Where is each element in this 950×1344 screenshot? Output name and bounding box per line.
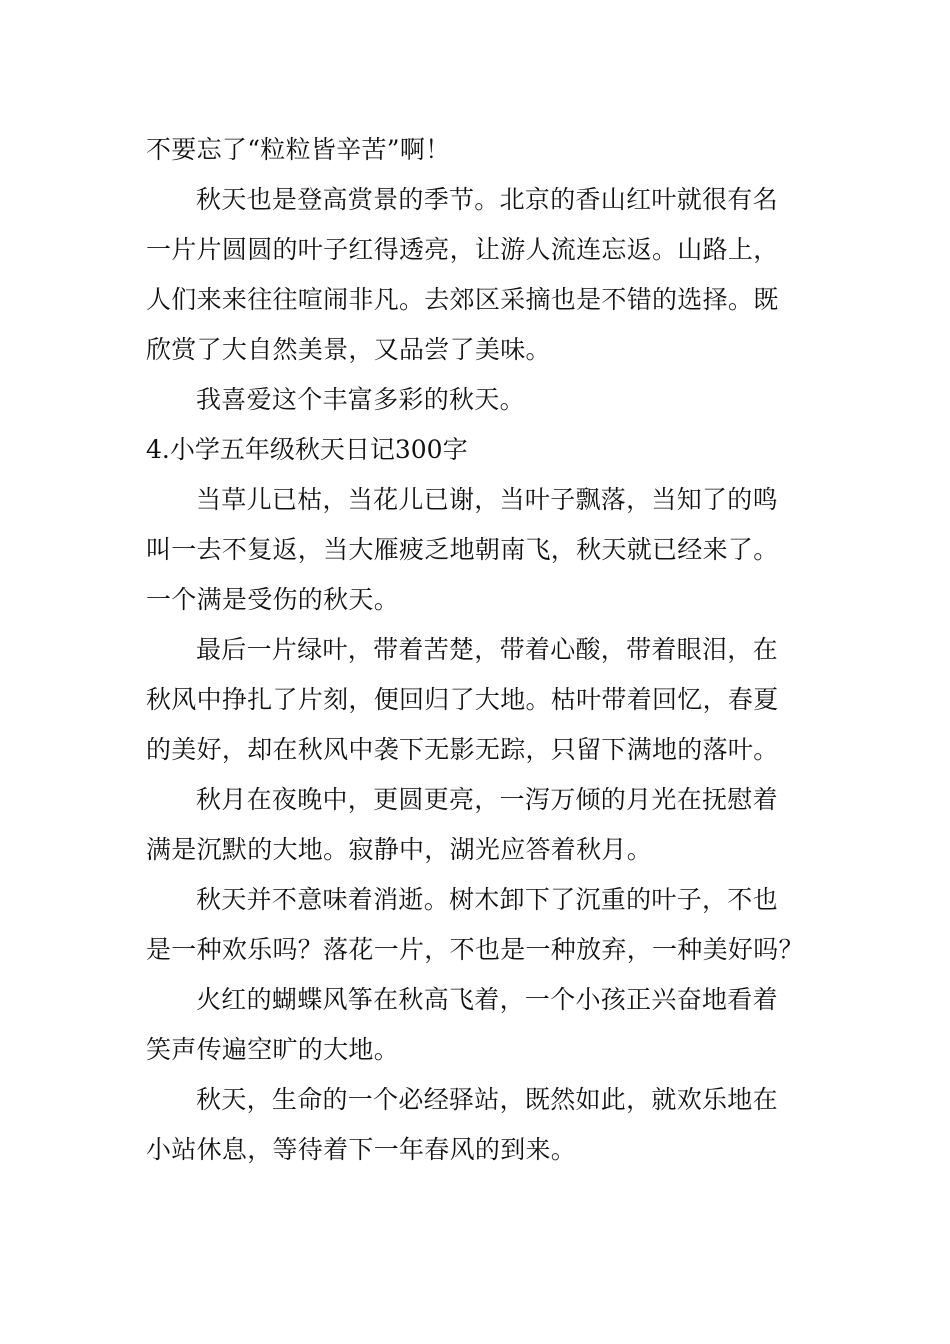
text-line-3: 一片片圆圆的叶子红得透亮，让游人流连忘返。山路上， bbox=[146, 235, 779, 264]
text-line-2: 秋天也是登高赏景的季节。北京的香山红叶就很有名 bbox=[196, 185, 778, 214]
text-line-19: 笑声传遍空旷的大地。 bbox=[146, 1035, 400, 1064]
text-line-17: 是一种欢乐吗？落花一片，不也是一种放弃，一种美好吗？ bbox=[146, 935, 804, 964]
text-line-20: 秋天，生命的一个必经驿站，既然如此，就欢乐地在 bbox=[196, 1085, 778, 1114]
text-line-18: 火红的蝴蝶风筝在秋高飞着，一个小孩正兴奋地看着 bbox=[196, 985, 778, 1014]
text-line-21: 小站休息，等待着下一年春风的到来。 bbox=[146, 1135, 577, 1164]
text-line-5: 欣赏了大自然美景，又品尝了美味。 bbox=[146, 335, 551, 364]
text-line-11: 最后一片绿叶，带着苦楚，带着心酸，带着眼泪，在 bbox=[196, 635, 778, 664]
text-line-6: 我喜爱这个丰富多彩的秋天。 bbox=[196, 385, 525, 414]
text-line-9: 叫一去不复返，当大雁疲乏地朝南飞，秋天就已经来了。 bbox=[146, 535, 779, 564]
text-line-8: 当草儿已枯，当花儿已谢，当叶子飘落，当知了的鸣 bbox=[196, 485, 778, 514]
text-line-13: 的美好，却在秋风中袭下无影无踪，只留下满地的落叶。 bbox=[146, 735, 779, 764]
text-line-16: 秋天并不意味着消逝。树木卸下了沉重的叶子，不也 bbox=[196, 885, 778, 914]
text-line-10: 一个满是受伤的秋天。 bbox=[146, 585, 400, 614]
text-line-14: 秋月在夜晚中，更圆更亮，一泻万倾的月光在抚慰着 bbox=[196, 785, 778, 814]
text-line-1: 不要忘了“粒粒皆辛苦”啊！ bbox=[146, 135, 451, 164]
text-line-4: 人们来来往往喧闹非凡。去郊区采摘也是不错的选择。既 bbox=[146, 285, 779, 314]
text-line-12: 秋风中挣扎了片刻，便回归了大地。枯叶带着回忆，春夏 bbox=[146, 685, 779, 714]
text-line-15: 满是沉默的大地。寂静中，湖光应答着秋月。 bbox=[146, 835, 653, 864]
section-heading: 4.小学五年级秋天日记300字 bbox=[146, 435, 468, 464]
